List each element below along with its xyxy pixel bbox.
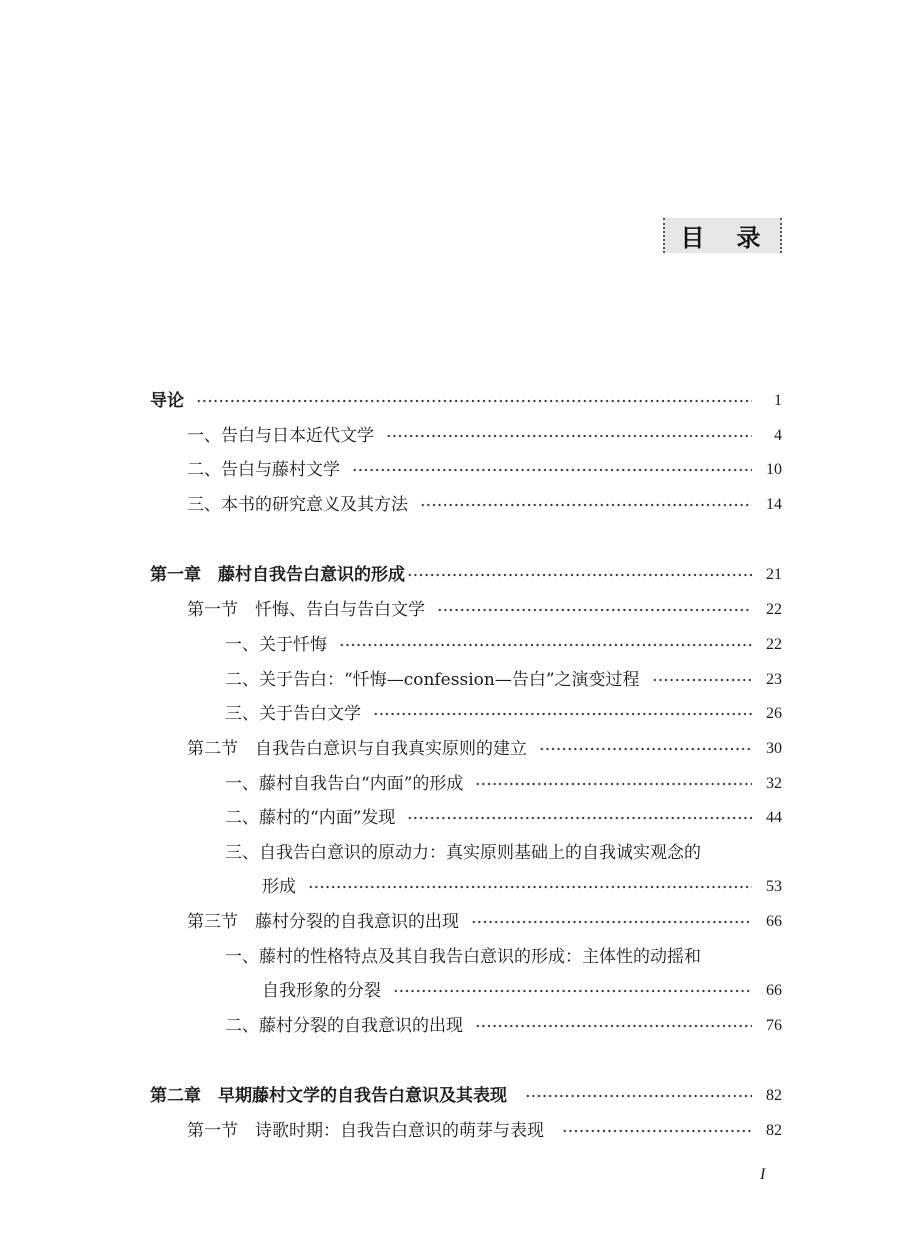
- dot-leader: [407, 563, 752, 587]
- toc-section: [187, 1119, 782, 1143]
- toc-page-number: 4: [774, 427, 782, 444]
- toc-label: 第一章 藤村自我告白意识的形成: [150, 565, 405, 585]
- toc-page-number: 22: [766, 601, 782, 618]
- toc-page-number: 82: [766, 1087, 782, 1104]
- dot-leader: [562, 1119, 752, 1143]
- toc-label: 第二章 早期藤村文学的自我告白意识及其表现: [150, 1086, 507, 1106]
- toc-chapter-1: [150, 563, 782, 587]
- dot-leader: [475, 772, 752, 796]
- toc-page-number: 22: [766, 636, 782, 653]
- toc-label: 二、关于告白：“忏悔—confession—告白”之演变过程: [225, 670, 640, 690]
- dot-leader: [471, 910, 752, 934]
- dot-leader: [420, 493, 752, 517]
- toc-label: 二、告白与藤村文学: [187, 460, 340, 480]
- toc-entry-first-line: [225, 841, 782, 865]
- toc-label: 导论: [150, 391, 184, 411]
- toc-page-number: 76: [766, 1017, 782, 1034]
- toc-label: 二、藤村分裂的自我意识的出现: [225, 1016, 463, 1036]
- toc-entry: [225, 772, 782, 796]
- page-title: 目 录: [663, 218, 782, 253]
- toc-label: 二、藤村的“内面”发现: [225, 808, 396, 828]
- dot-leader: [196, 389, 752, 413]
- toc-entry: [187, 493, 782, 517]
- toc-page-number: 82: [766, 1122, 782, 1139]
- toc-entry: [225, 806, 782, 830]
- toc-label: 第三节 藤村分裂的自我意识的出现: [187, 912, 459, 932]
- toc-section: [187, 598, 782, 622]
- toc-page-number: 53: [766, 878, 782, 895]
- toc-label: 三、关于告白文学: [225, 704, 361, 724]
- toc-page-number: 1: [774, 392, 782, 409]
- toc-page-number: 26: [766, 705, 782, 722]
- toc-label: 三、本书的研究意义及其方法: [187, 495, 408, 515]
- toc-label: 第一节 诗歌时期：自我告白意识的萌芽与表现: [187, 1121, 544, 1141]
- dot-leader: [475, 1014, 752, 1038]
- toc-page-number: 66: [766, 913, 782, 930]
- dot-leader: [308, 875, 752, 899]
- toc-section: [187, 737, 782, 761]
- dot-leader: [652, 668, 752, 692]
- toc-entry: [225, 702, 782, 726]
- toc-label-continuation: 自我形象的分裂: [262, 981, 381, 1001]
- toc-chapter-2: [150, 1084, 782, 1108]
- toc-entry-continuation: [262, 875, 782, 899]
- toc-label: 一、关于忏悔: [225, 635, 327, 655]
- toc-entry-intro: [150, 389, 782, 413]
- toc-page-number: 44: [766, 809, 782, 826]
- dot-leader: [525, 1084, 752, 1108]
- toc-page-number: 21: [766, 566, 782, 583]
- toc-page-number: 66: [766, 982, 782, 999]
- toc-label: 第二节 自我告白意识与自我真实原则的建立: [187, 739, 527, 759]
- dot-leader: [437, 598, 752, 622]
- toc-label: 一、藤村的性格特点及其自我告白意识的形成：主体性的动摇和: [225, 947, 701, 967]
- toc-page-number: 10: [766, 461, 782, 478]
- toc-entry: [225, 668, 782, 692]
- dot-leader: [407, 806, 752, 830]
- toc-label: 第一节 忏悔、告白与告白文学: [187, 600, 425, 620]
- toc-page-number: 30: [766, 740, 782, 757]
- toc-section: [187, 910, 782, 934]
- toc-label: 一、告白与日本近代文学: [187, 426, 374, 446]
- toc-page-number: 14: [766, 496, 782, 513]
- toc-entry: [225, 633, 782, 657]
- toc-entry-first-line: [225, 945, 782, 969]
- toc-page-number: 32: [766, 775, 782, 792]
- dot-leader: [373, 702, 752, 726]
- toc-page-number: 23: [766, 671, 782, 688]
- dot-leader: [393, 979, 752, 1003]
- toc-label: 三、自我告白意识的原动力：真实原则基础上的自我诚实观念的: [225, 843, 701, 863]
- folio-page-number: I: [760, 1166, 766, 1183]
- toc-label-continuation: 形成: [262, 877, 296, 897]
- toc-entry-continuation: [262, 979, 782, 1003]
- dot-leader: [386, 424, 752, 448]
- toc-entry: [187, 458, 782, 482]
- dot-leader: [539, 737, 752, 761]
- toc-label: 一、藤村自我告白“内面”的形成: [225, 774, 464, 794]
- dot-leader: [352, 458, 752, 482]
- toc-entry: [225, 1014, 782, 1038]
- dot-leader: [339, 633, 752, 657]
- toc-entry: [187, 424, 782, 448]
